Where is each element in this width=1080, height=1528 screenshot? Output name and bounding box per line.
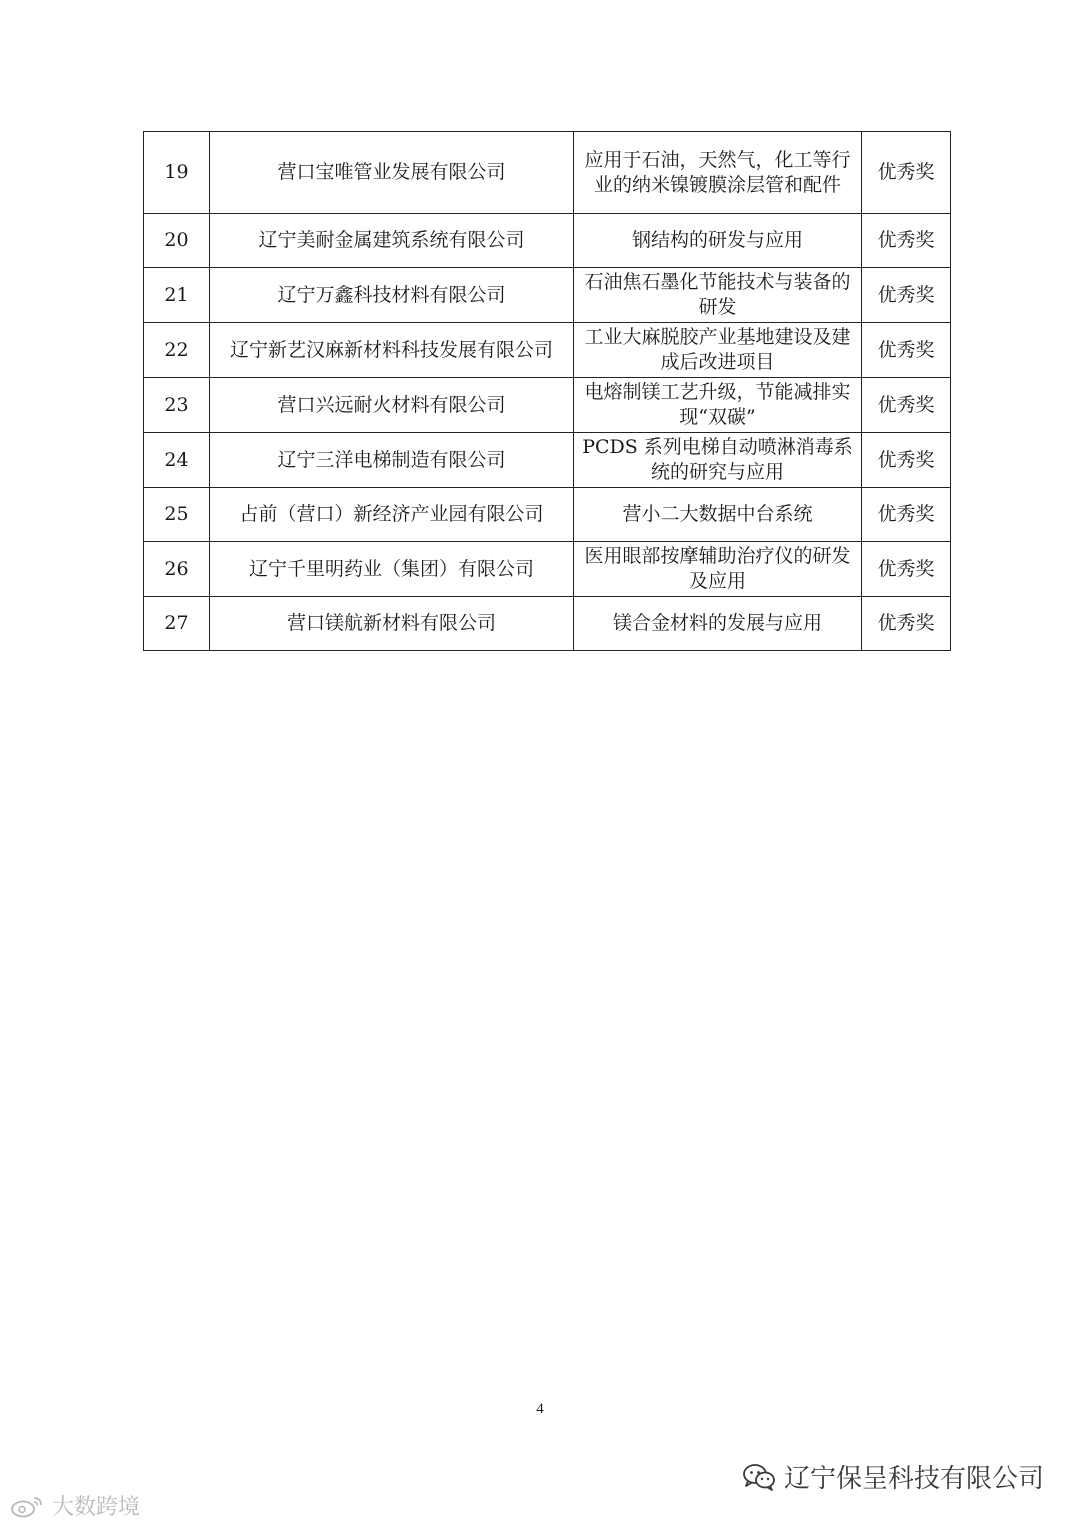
project-name: 工业大麻脱胶产业基地建设及建成后改进项目 [574,323,862,378]
project-name: 医用眼部按摩辅助治疗仪的研发及应用 [574,542,862,597]
award-level: 优秀奖 [862,433,951,488]
company-name: 辽宁三洋电梯制造有限公司 [210,433,574,488]
company-name: 辽宁新艺汉麻新材料科技发展有限公司 [210,323,574,378]
page-number: 4 [536,1401,544,1417]
weibo-watermark [10,1490,140,1521]
project-name: 钢结构的研发与应用 [574,214,862,268]
wechat-icon [742,1463,776,1491]
row-number: 24 [144,433,210,488]
row-number: 23 [144,378,210,433]
table-row [144,597,951,651]
table-row [144,433,951,488]
award-level: 优秀奖 [862,597,951,651]
wechat-account-name: 辽宁保呈科技有限公司 [783,1464,1044,1494]
weibo-icon [10,1494,46,1518]
company-name: 营口兴远耐火材料有限公司 [210,378,574,433]
company-name: 辽宁千里明药业（集团）有限公司 [210,542,574,597]
award-level: 优秀奖 [862,542,951,597]
wechat-watermark [742,1458,1044,1495]
row-number: 20 [144,214,210,268]
company-name: 营口宝唯管业发展有限公司 [210,132,574,214]
project-name: 应用于石油，天然气，化工等行业的纳米镍镀膜涂层管和配件 [574,132,862,214]
company-name: 辽宁万鑫科技材料有限公司 [210,268,574,323]
award-level: 优秀奖 [862,268,951,323]
award-level: 优秀奖 [862,323,951,378]
project-name: 石油焦石墨化节能技术与装备的研发 [574,268,862,323]
company-name: 营口镁航新材料有限公司 [210,597,574,651]
row-number: 25 [144,488,210,542]
row-number: 27 [144,597,210,651]
row-number: 26 [144,542,210,597]
award-level: 优秀奖 [862,132,951,214]
award-level: 优秀奖 [862,214,951,268]
company-name: 占前（营口）新经济产业园有限公司 [210,488,574,542]
row-number: 19 [144,132,210,214]
project-name: 电熔制镁工艺升级，节能减排实现“双碳” [574,378,862,433]
table-row [144,323,951,378]
awards-table [143,131,951,651]
project-name: 镁合金材料的发展与应用 [574,597,862,651]
project-name: 营小二大数据中台系统 [574,488,862,542]
table-row [144,488,951,542]
table-row [144,378,951,433]
award-level: 优秀奖 [862,488,951,542]
table-row [144,542,951,597]
table-row [144,214,951,268]
row-number: 22 [144,323,210,378]
project-name: PCDS 系列电梯自动喷淋消毒系统的研究与应用 [574,433,862,488]
row-number: 21 [144,268,210,323]
table-row [144,268,951,323]
weibo-account-name: 大数跨境 [52,1495,141,1520]
award-level: 优秀奖 [862,378,951,433]
table-row [144,132,951,214]
company-name: 辽宁美耐金属建筑系统有限公司 [210,214,574,268]
